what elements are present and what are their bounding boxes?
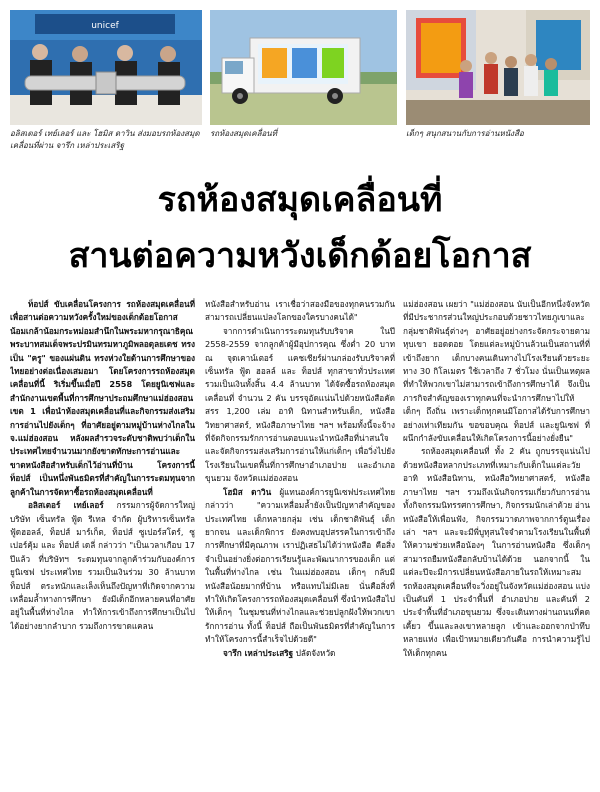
photo-library-truck [210, 10, 397, 125]
photo-caption-children: เด็กๆ สนุกสนานกับการอ่านหนังสือ [406, 129, 524, 138]
speaker-name: อลิสเตอร์ เทย์เลอร์ [28, 500, 104, 511]
speaker-name: จารึก เหล่าประเสริฐ [223, 647, 294, 658]
headline-line-2: สานต่อความหวังเด็กด้อยโอกาส [68, 236, 532, 276]
library-truck-image [210, 10, 397, 125]
children-reading-image [406, 10, 590, 125]
paragraph [10, 499, 195, 633]
headline-line-1: รถห้องสมุดเคลื่อนที่ [157, 180, 443, 220]
paragraph: แม่ฮ่องสอน เผยว่า "แม่ฮ่องสอน นับเป็นอีกหนึ่งจังหวัดที่มีประชากรส่วนใหญ่ประกอบด้วยชาวไทยภูเขาและกลุ่มชาติพันธุ์ต่างๆ อาศัยอยู่อย่างกระจัดกระจายตามหุบเขา ยอดดอย โดยแต่ละหมู่บ้านล้วนเป็นสถานที่ที่เข้าถึงยาก เด็กบางคนเดินทางไปโรงเรียนด้วยระยะทาง 30 กิโลเมตร ใช้เวลาถึง 7 ชั่วโมง นั่นเป็นเหตุผลที่ทำให้พวกเขาไม่สามารถเข้าถึงการศึกษาได้ จึงเป็นภารกิจสำคัญของเราทุกคนที่จะนำการศึกษาไปให้เด็กๆ ถึงถิ่น เพราะเด็กทุกคนมีโอกาสได้รับการศึกษาอย่างเท่าเทียมกัน ขอขอบคุณ ท็อปส์ และยูนิเซฟ ที่ผนึกกำลังขับเคลื่อนให้เกิดโครงการนี้อย่างยั่งยืน" [403, 299, 590, 444]
article-column-3 [403, 298, 590, 788]
article-column-1 [10, 298, 195, 788]
paragraph: หนังสือสำหรับอ่าน เราเชื่อว่าสองมือของทุกคนรวมกัน สามารถเปลี่ยนแปลงโลกของใครบางคนได้" [205, 299, 395, 323]
paragraph-text: ปลัดจังหวัด [293, 647, 336, 658]
paragraph: จากการดำเนินการระดมทุนรับบริจาค ในปี 2558-2559 จากลูกค้าผู้มีอุปการคุณ ซึ่งต่ำ 20 บาท ณ จุดเคาน์เตอร์ แคชเชียร์ผ่านกล่องรับบริจาคที่ เซ็นทรัล ฟู้ด ฮอลล์ และ ท็อปส์ ทุกสาขาทั่วประเทศ รวมเป็นเงินทั้งสิ้น 4.4 ล้านบาท ได้จัดซื้อรถห้องสมุดเคลื่อนที่ จำนวน 2 คัน บรรจุอัดแน่นไปด้วยหนังสือคัดสรร 1,200 เล่ม อาทิ นิทานสำหรับเด็ก, หนังสือวิทยาศาสตร์, หนังสือภาษาไทย ฯลฯ พร้อมทั้งนี้จะจ้างที่จัดกิจกรรมรักการอ่านตอบแนะนำหนังสือที่น่าสนใจและจัดกิจกรรมส่งเสริมการอ่านให้แก่เด็กๆ เพื่อวิ่งไปยังโรงเรียนในเขตพื้นที่การศึกษาอำเภอปาย และอำเภอขุนยวม จังหวัดแม่ฮ่องสอน [205, 325, 395, 484]
photo-caption-handover: อลิสเตอร์ เทย์เลอร์ และ โฮมิส ดาวิน ส่งมอบรถห้องสมุดเคลื่อนที่ผ่าน จารึก เหล่าประเสริฐ [10, 129, 200, 150]
photo-handover-ceremony [10, 10, 202, 125]
paragraph [205, 647, 395, 660]
photo-caption-truck: รถห้องสมุดเคลื่อนที่ [210, 129, 278, 138]
paragraph-text: กรรมการผู้จัดการใหญ่ บริษัท เซ็นทรัล ฟู้ด รีเทล จำกัด ผู้บริหารเซ็นทรัล ฟู้ดฮอลล์, ท็อปส์ มาร์เก็ต, ท็อปส์ ซูเปอร์สโตร์, ซูเปอร์คุ้ม และ ท็อปส์ เดลี่ กล่าวว่า "เป็นเวลาเกือบ 17 ปีแล้ว ที่บริษัทฯ ระดมทุนจากลูกค้าร่วมกับองค์การยูนิเซฟ ประเทศไทย รวมเป็นเงินร่วม 30 ล้านบาท ท็อปส์ ตระหนักและเล็งเห็นถึงปัญหาที่เกิดจากความเหลื่อมล้ำทางการศึกษา ยังมีเด็กอีกหลายคนที่อาศัยอยู่ในพื้นที่ห่างไกล ทำให้การเข้าถึงการศึกษาเป็นไปได้อย่างยากลำบาก รวมถึงการขาดแคลน [10, 500, 195, 631]
paragraph [205, 486, 395, 647]
photo-row [10, 10, 590, 160]
speaker-name: โฮมิส ดาวิน [223, 486, 272, 497]
article-column-2 [205, 298, 395, 788]
paragraph: รถห้องสมุดเคลื่อนที่ ทั้ง 2 คัน ถูกบรรจุแน่นไปด้วยหนังสือหลากประเภทที่เหมาะกับเด็กในแต่ละวัย อาทิ หนังสือนิทาน, หนังสือวิทยาศาสตร์, หนังสือภาษาไทย ฯลฯ รวมถึงเน้นกิจกรรมเกี่ยวกับการอ่าน ทั้งกิจกรรมนิทรรศการศึกษา, กิจกรรมนักเล่าด้วย อ่านหนังสือให้เพื่อนฟัง, กิจกรรมวาดภาพจากการ์ตูนเรื่องเล่า ฯลฯ และจะมีพี่บูทุสนใจจำตามโรงเรียนในพื้นที่ ให้ความช่วยเหลือน้องๆ ในการอ่านหนังสือ ซึ่งเด็กๆ สามารถยืมหนังสือกลับบ้านได้ด้วย นอกจากนี้ ในแต่ละปีจะมีการเปลี่ยนหนังสือภายในรถให้เหมาะสม รถห้องสมุดเคลื่อนที่จะวิ่งอยู่ในจังหวัดแม่ฮ่องสอน แบ่งเป็นคันที่ 1 ประจำพื้นที่ อำเภอปาย และคันที่ 2 ประจำพื้นที่อำเภอขุนยวม ซึ่งจะเดินทางผ่านถนนที่คดเคี้ยว ขึ้นและลงเขาหลายลูก เข้าและออกจากป่าทึบหลายแห่ง เพื่อเป้าหมายเดียวกันคือ การนำความรู้ไปให้เด็กทุกคน [403, 446, 590, 658]
paragraph-text: ผู้แทนองค์การยูนิเซฟประเทศไทย กล่าวว่า "ความเหลื่อมล้ำยังเป็นปัญหาสำคัญของประเทศไทย เด็กหลายกลุ่ม เช่น เด็กชาติพันธุ์ เด็กยากจน และเด็กพิการ ยังคงพบอุปสรรคในการเข้าถึงการศึกษาที่มีคุณภาพ เราปฏิเสธไม่ได้ว่าหนังสือ คือสิ่งจำเป็นอย่างยิ่งต่อการเรียนรู้และพัฒนาการของเด็ก แต่ในพื้นที่ห่างไกล เช่น ในแม่ฮ่องสอน เด็กๆ กลับมีหนังสือน้อยมากที่บ้าน หรือแทบไม่มีเลย นั่นคือสิ่งที่ทำให้เกิดโครงการรถห้องสมุดเคลื่อนที่ ซึ่งนำหนังสือไปให้เด็กๆ ในชุมชนที่ห่างไกลและช่วยปลูกฝังให้พวกเขารักการอ่าน ทั้งนี้ ท็อปส์ ถือเป็นพันธมิตรที่สำคัญในการทำให้โครงการนี้สำเร็จไปด้วยดี" [205, 486, 395, 645]
lead-paragraph: ท็อปส์ ขับเคลื่อนโครงการ รถห้องสมุดเคลื่อนที่ เพื่อสานต่อความหวังครั้งใหม่ของเด็กด้อยโอกาส น้อมเกล้าน้อมกระหม่อมสำนึกในพระมหากรุณาธิคุณ พระบาทสมเด็จพระปรมินทรมหาภูมิพลอดุลยเดช ทรงเป็น "ครู" ของแผ่นดิน ทรงห่วงใยด้านการศึกษาของไทยอย่างต่อเนื่องเสมอมา โดยโครงการรถห้องสมุดเคลื่อนที่นี้ ริเริ่มขึ้นเมื่อปี 2558 โดยยูนิเซฟและสำนักงานเขตพื้นที่การศึกษาประถมศึกษาแม่ฮ่องสอน เขต 1 เพื่อนำห้องสมุดเคลื่อนที่และกิจกรรมส่งเสริมการอ่านไปยังเด็กๆ ที่อาศัยอยู่ตามหมู่บ้านห่างไกลใน จ.แม่ฮ่องสอน หลังผลสำรวจระดับชาติพบว่าเด็กในประเทศไทยจำนวนมากยังขาดทักษะการอ่านและขาดหนังสือสำหรับเด็กไว้อ่านที่บ้าน โครงการนี้ ท็อปส์ เป็นหนึ่งพันธมิตรที่สำคัญในการระดมทุนจากลูกค้าในการจัดหาซื้อรถห้องสมุดเคลื่อนที่ [10, 299, 195, 497]
banner-logo-text: unicef [91, 21, 119, 31]
photo-children-reading [406, 10, 590, 125]
handover-ceremony-image [10, 10, 202, 125]
